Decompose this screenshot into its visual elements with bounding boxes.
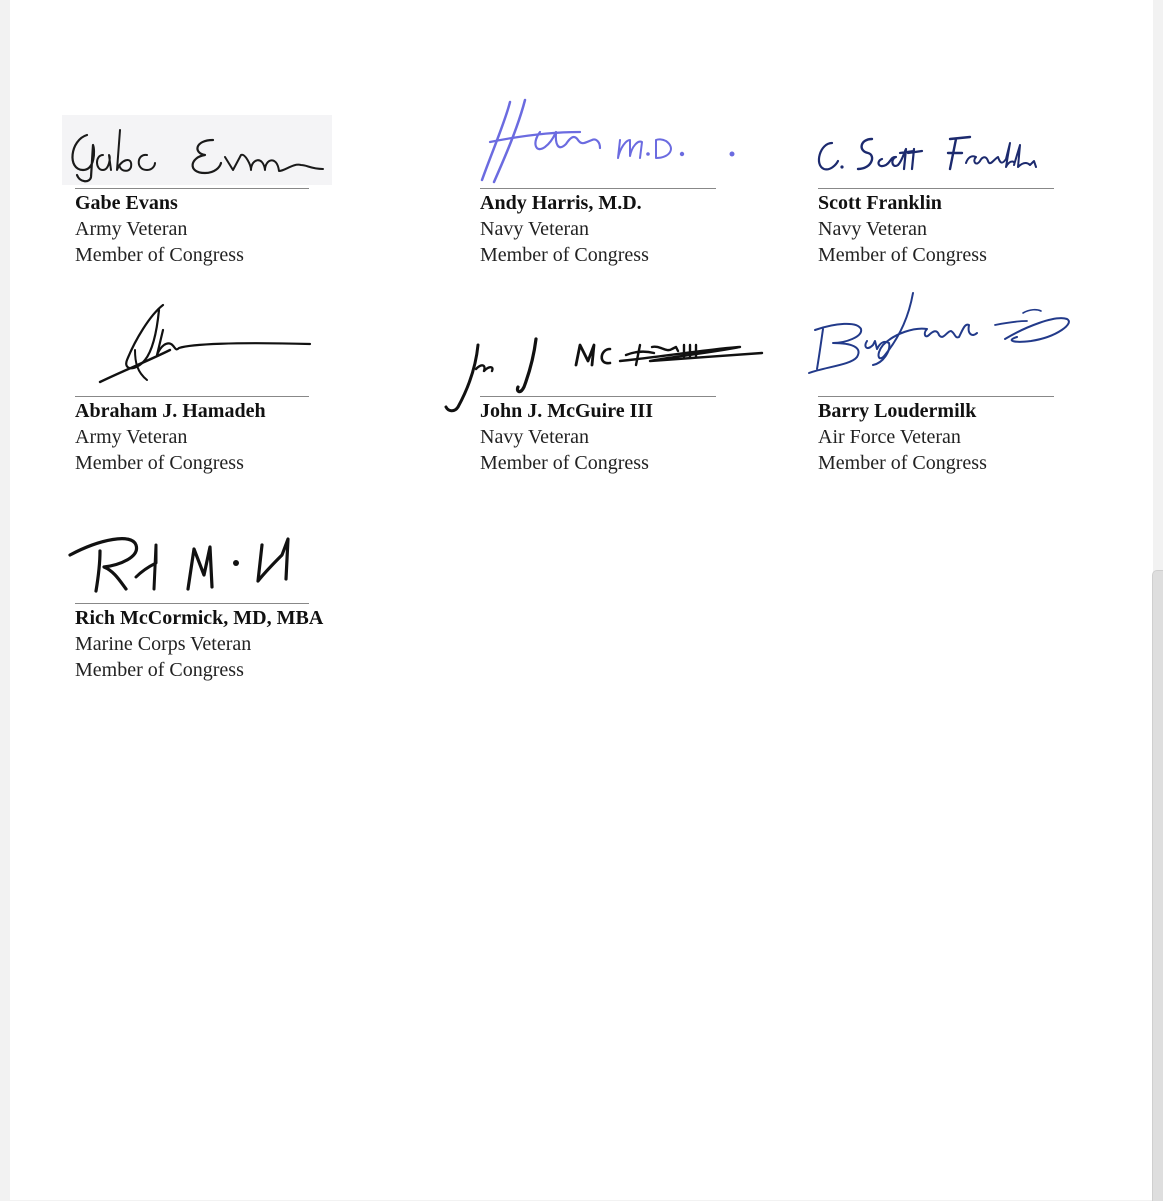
signature-abraham-hamadeh [95,300,320,395]
signature-rich-mccormick [60,515,310,600]
signatory-name: Andy Harris, M.D. [480,192,642,214]
signature-line [75,603,309,604]
signatory-name: Gabe Evans [75,192,178,214]
signatory-role: Member of Congress [818,244,987,266]
signatory-branch: Army Veteran [75,218,188,240]
signatory-name: Abraham J. Hamadeh [75,400,266,422]
signatory-branch: Navy Veteran [480,426,590,448]
signatory-branch: Air Force Veteran [818,426,961,448]
signature-line [818,188,1054,189]
signatory-branch: Navy Veteran [818,218,928,240]
signatory-role: Member of Congress [480,452,649,474]
vertical-scrollbar-thumb[interactable] [1152,570,1163,1201]
vertical-scrollbar-track[interactable] [1153,0,1163,1200]
signature-scott-franklin [810,125,1060,180]
signatory-name: Scott Franklin [818,192,942,214]
signature-gabe-evans [65,115,330,185]
signature-line [480,188,716,189]
signatory-branch: Army Veteran [75,426,188,448]
document-page [10,0,1153,1200]
signatory-branch: Navy Veteran [480,218,590,240]
signatory-branch: Marine Corps Veteran [75,633,252,655]
signature-line [818,396,1054,397]
signatory-role: Member of Congress [480,244,649,266]
signatory-name: Rich McCormick, MD, MBA [75,607,324,629]
signatory-role: Member of Congress [75,659,244,681]
signature-andy-harris [470,92,750,187]
signature-line [75,396,309,397]
signatory-role: Member of Congress [75,244,244,266]
signatory-role: Member of Congress [818,452,987,474]
signature-line [75,188,309,189]
signatory-name: Barry Loudermilk [818,400,977,422]
signature-barry-loudermilk [805,285,1070,380]
signature-line [480,396,716,397]
signatory-name: John J. McGuire III [480,400,653,422]
signatory-role: Member of Congress [75,452,244,474]
